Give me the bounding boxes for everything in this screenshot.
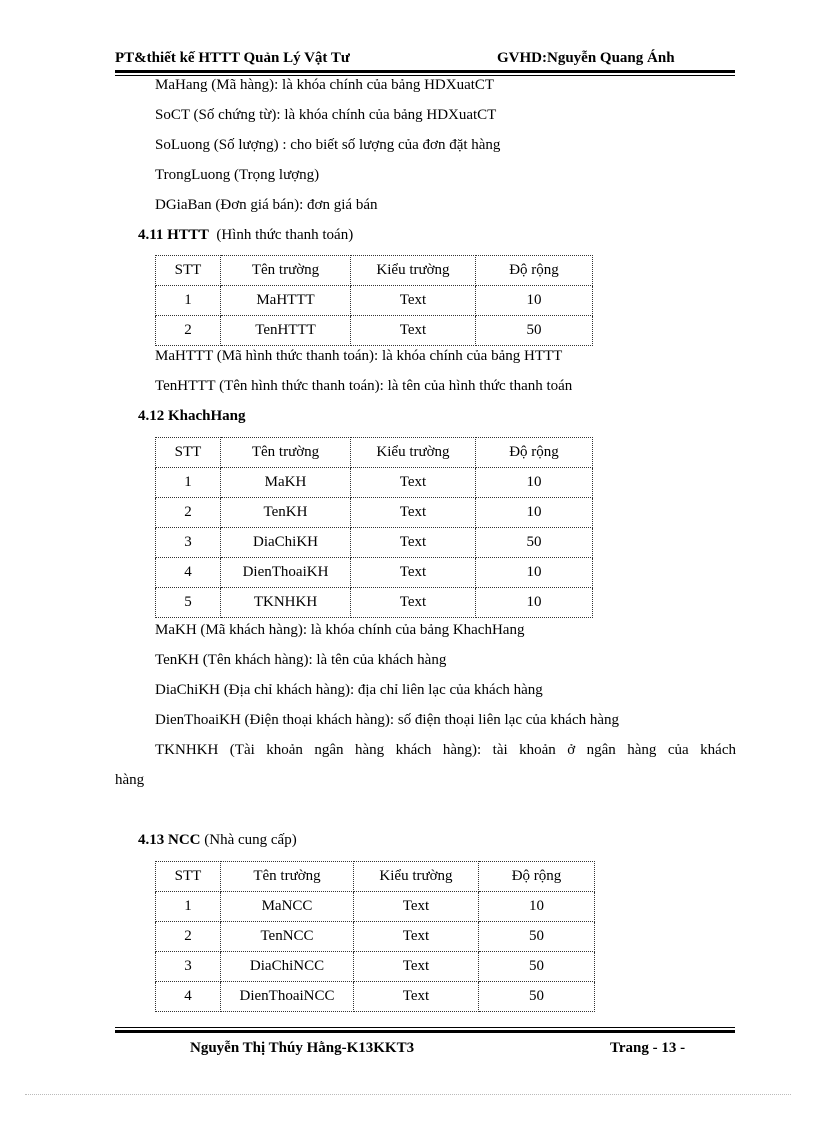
header-rule-thick bbox=[115, 70, 735, 73]
cell: 50 bbox=[479, 922, 595, 952]
cell: 50 bbox=[479, 952, 595, 982]
cell: 10 bbox=[476, 588, 593, 618]
cell: 10 bbox=[476, 468, 593, 498]
section-title-ncc bbox=[138, 832, 297, 849]
cell: 2 bbox=[156, 498, 221, 528]
intro-line: MaHang (Mã hàng): là khóa chính của bảng HDXuatCT bbox=[155, 77, 495, 93]
intro-line: SoCT (Số chứng từ): là khóa chính của bảng HDXuatCT bbox=[155, 107, 497, 123]
note-line-wrapped-continuation: hàng bbox=[115, 772, 145, 788]
col-header: Kiểu trường bbox=[351, 256, 476, 286]
note-line: DienThoaiKH (Điện thoại khách hàng): số điện thoại liên lạc của khách hàng bbox=[155, 712, 620, 728]
cell: TenKH bbox=[221, 498, 351, 528]
cell: Text bbox=[351, 498, 476, 528]
cell: MaNCC bbox=[221, 892, 354, 922]
cell: 10 bbox=[476, 558, 593, 588]
section-title: 4.13 NCC bbox=[138, 832, 201, 848]
cell: 4 bbox=[156, 982, 221, 1012]
table-row bbox=[156, 892, 595, 922]
col-header: Độ rộng bbox=[479, 862, 595, 892]
table-header-row bbox=[156, 862, 595, 892]
note-line: TenKH (Tên khách hàng): là tên của khách hàng bbox=[155, 652, 447, 668]
footer-rule-thick bbox=[115, 1030, 735, 1033]
cell: TKNHKH bbox=[221, 588, 351, 618]
page-bottom-border bbox=[25, 1094, 791, 1095]
cell: Text bbox=[351, 286, 476, 316]
cell: 1 bbox=[156, 286, 221, 316]
cell: Text bbox=[354, 982, 479, 1012]
note-line-wrapped: TKNHKH (Tài khoản ngân hàng khách hàng): tài khoản ở ngân hàng của khách bbox=[155, 742, 736, 758]
cell: Text bbox=[354, 952, 479, 982]
cell: 4 bbox=[156, 558, 221, 588]
cell: TenNCC bbox=[221, 922, 354, 952]
col-header: STT bbox=[156, 438, 221, 468]
table-row bbox=[156, 498, 593, 528]
cell: 2 bbox=[156, 316, 221, 346]
col-header: Kiểu trường bbox=[351, 438, 476, 468]
col-header: STT bbox=[156, 256, 221, 286]
cell: DiaChiNCC bbox=[221, 952, 354, 982]
col-header: Độ rộng bbox=[476, 438, 593, 468]
table-header-row bbox=[156, 256, 593, 286]
cell: Text bbox=[351, 558, 476, 588]
footer-rule-thin bbox=[115, 1027, 735, 1028]
cell: 10 bbox=[476, 286, 593, 316]
cell: Text bbox=[354, 892, 479, 922]
intro-line: TrongLuong (Trọng lượng) bbox=[155, 167, 320, 183]
col-header: Độ rộng bbox=[476, 256, 593, 286]
intro-line: SoLuong (Số lượng) : cho biết số lượng của đơn đặt hàng bbox=[155, 137, 501, 153]
section-subtitle: (Hình thức thanh toán) bbox=[216, 227, 354, 243]
cell: 2 bbox=[156, 922, 221, 952]
section-title-khachhang: 4.12 KhachHang bbox=[138, 408, 246, 424]
table-row bbox=[156, 982, 595, 1012]
table-row bbox=[156, 286, 593, 316]
cell: 50 bbox=[476, 528, 593, 558]
header-left-title: PT&thiết kế HTTT Quản Lý Vật Tư bbox=[115, 50, 350, 66]
cell: 3 bbox=[156, 952, 221, 982]
table-row bbox=[156, 922, 595, 952]
cell: 10 bbox=[479, 892, 595, 922]
note-line: TenHTTT (Tên hình thức thanh toán): là tên của hình thức thanh toán bbox=[155, 378, 573, 394]
cell: 1 bbox=[156, 892, 221, 922]
header-right-advisor: GVHD:Nguyễn Quang Ánh bbox=[497, 50, 675, 66]
col-header: Tên trường bbox=[221, 862, 354, 892]
cell: Text bbox=[351, 468, 476, 498]
cell: 10 bbox=[476, 498, 593, 528]
cell: 3 bbox=[156, 528, 221, 558]
cell: MaHTTT bbox=[221, 286, 351, 316]
intro-line: DGiaBan (Đơn giá bán): đơn giá bán bbox=[155, 197, 378, 213]
note-line: DiaChiKH (Địa chỉ khách hàng): địa chỉ liên lạc của khách hàng bbox=[155, 682, 543, 698]
table-header-row bbox=[156, 438, 593, 468]
note-line: MaHTTT (Mã hình thức thanh toán): là khóa chính của bảng HTTT bbox=[155, 348, 563, 364]
cell: DiaChiKH bbox=[221, 528, 351, 558]
table-row bbox=[156, 952, 595, 982]
cell: 5 bbox=[156, 588, 221, 618]
cell: MaKH bbox=[221, 468, 351, 498]
table-row bbox=[156, 316, 593, 346]
cell: DienThoaiKH bbox=[221, 558, 351, 588]
section-title-httt bbox=[138, 227, 353, 244]
cell: Text bbox=[351, 528, 476, 558]
cell: 1 bbox=[156, 468, 221, 498]
table-row bbox=[156, 558, 593, 588]
cell: Text bbox=[351, 588, 476, 618]
cell: DienThoaiNCC bbox=[221, 982, 354, 1012]
table-ncc bbox=[155, 861, 595, 1012]
table-row bbox=[156, 468, 593, 498]
footer-page-number: Trang - 13 - bbox=[610, 1040, 686, 1056]
cell: TenHTTT bbox=[221, 316, 351, 346]
cell: Text bbox=[351, 316, 476, 346]
section-title: 4.11 HTTT bbox=[138, 227, 209, 243]
table-httt bbox=[155, 255, 593, 346]
note-line: MaKH (Mã khách hàng): là khóa chính của bảng KhachHang bbox=[155, 622, 525, 638]
col-header: Kiểu trường bbox=[354, 862, 479, 892]
cell: Text bbox=[354, 922, 479, 952]
col-header: Tên trường bbox=[221, 438, 351, 468]
cell: 50 bbox=[479, 982, 595, 1012]
footer-author: Nguyễn Thị Thúy Hằng-K13KKT3 bbox=[190, 1040, 415, 1056]
section-subtitle: (Nhà cung cấp) bbox=[204, 832, 297, 848]
col-header: STT bbox=[156, 862, 221, 892]
table-row bbox=[156, 528, 593, 558]
table-row bbox=[156, 588, 593, 618]
table-khachhang bbox=[155, 437, 593, 618]
cell: 50 bbox=[476, 316, 593, 346]
col-header: Tên trường bbox=[221, 256, 351, 286]
header-rule-thin bbox=[115, 75, 735, 76]
